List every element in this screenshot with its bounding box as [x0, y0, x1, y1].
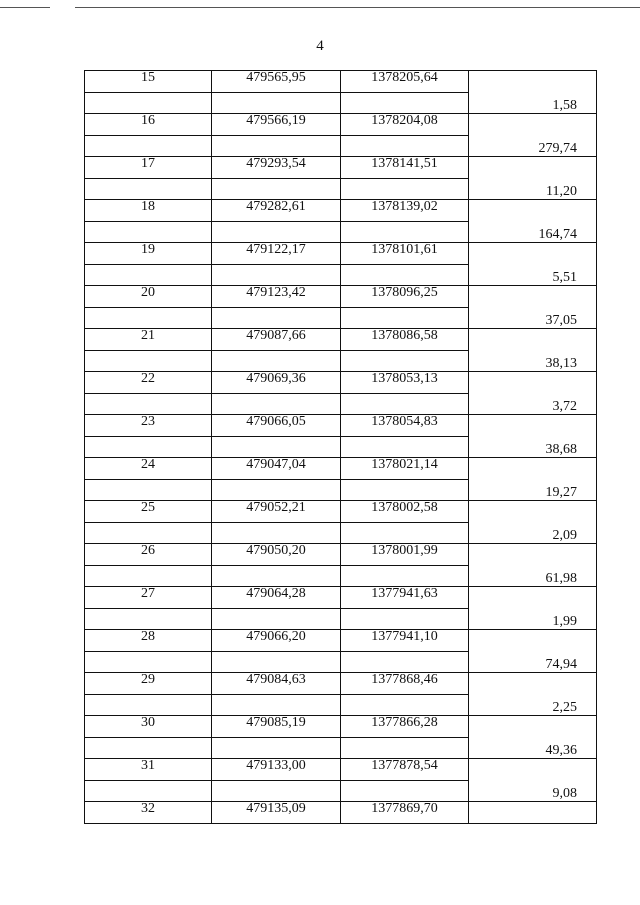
empty-cell [85, 522, 212, 544]
x-coordinate-cell: 479064,28 [212, 587, 341, 609]
point-row [85, 802, 597, 824]
distance-cell-top [469, 200, 597, 222]
point-row [85, 372, 597, 394]
point-row [85, 286, 597, 308]
distance-cell-top [469, 802, 597, 824]
segment-row [85, 565, 597, 587]
scan-edge-line-left [0, 7, 50, 8]
empty-cell [85, 780, 212, 802]
distance-cell-top [469, 673, 597, 695]
y-coordinate-cell: 1378141,51 [341, 157, 469, 179]
empty-cell [212, 264, 341, 286]
x-coordinate-cell: 479066,05 [212, 415, 341, 437]
x-coordinate-cell: 479123,42 [212, 286, 341, 308]
segment-row [85, 651, 597, 673]
x-coordinate-cell: 479050,20 [212, 544, 341, 566]
point-row [85, 673, 597, 695]
point-row [85, 716, 597, 738]
segment-row [85, 522, 597, 544]
empty-cell [212, 221, 341, 243]
segment-distance-cell: 38,13 [469, 350, 597, 372]
segment-distance-cell: 61,98 [469, 565, 597, 587]
empty-cell [341, 436, 469, 458]
empty-cell [212, 436, 341, 458]
y-coordinate-cell: 1378086,58 [341, 329, 469, 351]
empty-cell [341, 264, 469, 286]
point-row [85, 630, 597, 652]
x-coordinate-cell: 479047,04 [212, 458, 341, 480]
empty-cell [341, 780, 469, 802]
x-coordinate-cell: 479066,20 [212, 630, 341, 652]
x-coordinate-cell: 479069,36 [212, 372, 341, 394]
empty-cell [341, 92, 469, 114]
point-row [85, 329, 597, 351]
distance-cell-top [469, 501, 597, 523]
segment-row [85, 479, 597, 501]
segment-distance-cell: 1,58 [469, 92, 597, 114]
y-coordinate-cell: 1377878,54 [341, 759, 469, 781]
segment-distance-cell: 9,08 [469, 780, 597, 802]
empty-cell [85, 651, 212, 673]
point-number-cell: 30 [85, 716, 212, 738]
y-coordinate-cell: 1378096,25 [341, 286, 469, 308]
segment-distance-cell: 2,25 [469, 694, 597, 716]
y-coordinate-cell: 1378054,83 [341, 415, 469, 437]
point-number-cell: 15 [85, 71, 212, 93]
empty-cell [341, 178, 469, 200]
empty-cell [85, 565, 212, 587]
distance-cell-top [469, 458, 597, 480]
point-number-cell: 24 [85, 458, 212, 480]
segment-distance-cell: 3,72 [469, 393, 597, 415]
y-coordinate-cell: 1377941,63 [341, 587, 469, 609]
segment-distance-cell: 2,09 [469, 522, 597, 544]
x-coordinate-cell: 479122,17 [212, 243, 341, 265]
empty-cell [85, 307, 212, 329]
point-row [85, 587, 597, 609]
distance-cell-top [469, 114, 597, 136]
point-row [85, 243, 597, 265]
y-coordinate-cell: 1378002,58 [341, 501, 469, 523]
point-number-cell: 19 [85, 243, 212, 265]
segment-distance-cell: 164,74 [469, 221, 597, 243]
segment-row [85, 780, 597, 802]
distance-cell-top [469, 415, 597, 437]
empty-cell [85, 436, 212, 458]
segment-row [85, 436, 597, 458]
segment-distance-cell: 11,20 [469, 178, 597, 200]
x-coordinate-cell: 479087,66 [212, 329, 341, 351]
empty-cell [212, 608, 341, 630]
x-coordinate-cell: 479133,00 [212, 759, 341, 781]
x-coordinate-cell: 479085,19 [212, 716, 341, 738]
segment-row [85, 737, 597, 759]
page-number: 4 [316, 38, 324, 54]
distance-cell-top [469, 243, 597, 265]
empty-cell [85, 135, 212, 157]
empty-cell [85, 350, 212, 372]
y-coordinate-cell: 1377866,28 [341, 716, 469, 738]
empty-cell [85, 221, 212, 243]
empty-cell [341, 307, 469, 329]
segment-row [85, 694, 597, 716]
y-coordinate-cell: 1378204,08 [341, 114, 469, 136]
distance-cell-top [469, 759, 597, 781]
empty-cell [341, 694, 469, 716]
y-coordinate-cell: 1377868,46 [341, 673, 469, 695]
segment-distance-cell: 19,27 [469, 479, 597, 501]
point-row [85, 114, 597, 136]
point-number-cell: 32 [85, 802, 212, 824]
y-coordinate-cell: 1378001,99 [341, 544, 469, 566]
y-coordinate-cell: 1378139,02 [341, 200, 469, 222]
point-row [85, 200, 597, 222]
boundary-coordinates-table [84, 70, 597, 824]
segment-distance-cell: 38,68 [469, 436, 597, 458]
empty-cell [85, 737, 212, 759]
x-coordinate-cell: 479566,19 [212, 114, 341, 136]
point-number-cell: 31 [85, 759, 212, 781]
empty-cell [212, 307, 341, 329]
segment-row [85, 221, 597, 243]
segment-row [85, 92, 597, 114]
empty-cell [212, 393, 341, 415]
point-number-cell: 18 [85, 200, 212, 222]
x-coordinate-cell: 479293,54 [212, 157, 341, 179]
empty-cell [212, 651, 341, 673]
y-coordinate-cell: 1378205,64 [341, 71, 469, 93]
y-coordinate-cell: 1377941,10 [341, 630, 469, 652]
point-row [85, 759, 597, 781]
x-coordinate-cell: 479052,21 [212, 501, 341, 523]
empty-cell [85, 92, 212, 114]
empty-cell [212, 350, 341, 372]
empty-cell [212, 737, 341, 759]
distance-cell-top [469, 329, 597, 351]
empty-cell [212, 479, 341, 501]
segment-row [85, 135, 597, 157]
distance-cell-top [469, 630, 597, 652]
point-number-cell: 22 [85, 372, 212, 394]
segment-distance-cell: 1,99 [469, 608, 597, 630]
empty-cell [212, 780, 341, 802]
y-coordinate-cell: 1378053,13 [341, 372, 469, 394]
y-coordinate-cell: 1377869,70 [341, 802, 469, 824]
empty-cell [341, 350, 469, 372]
point-number-cell: 26 [85, 544, 212, 566]
distance-cell-top [469, 544, 597, 566]
segment-distance-cell: 49,36 [469, 737, 597, 759]
point-number-cell: 28 [85, 630, 212, 652]
empty-cell [341, 393, 469, 415]
empty-cell [341, 479, 469, 501]
point-row [85, 544, 597, 566]
empty-cell [341, 522, 469, 544]
empty-cell [341, 221, 469, 243]
x-coordinate-cell: 479135,09 [212, 802, 341, 824]
empty-cell [341, 565, 469, 587]
point-number-cell: 16 [85, 114, 212, 136]
empty-cell [85, 393, 212, 415]
empty-cell [212, 522, 341, 544]
segment-row [85, 350, 597, 372]
segment-row [85, 264, 597, 286]
y-coordinate-cell: 1378021,14 [341, 458, 469, 480]
point-number-cell: 25 [85, 501, 212, 523]
distance-cell-top [469, 372, 597, 394]
segment-distance-cell: 5,51 [469, 264, 597, 286]
empty-cell [212, 135, 341, 157]
empty-cell [212, 178, 341, 200]
segment-distance-cell: 279,74 [469, 135, 597, 157]
point-number-cell: 17 [85, 157, 212, 179]
point-row [85, 458, 597, 480]
scan-edge-line-right [75, 7, 640, 8]
x-coordinate-cell: 479565,95 [212, 71, 341, 93]
point-number-cell: 21 [85, 329, 212, 351]
point-row [85, 71, 597, 93]
empty-cell [85, 178, 212, 200]
x-coordinate-cell: 479282,61 [212, 200, 341, 222]
empty-cell [212, 92, 341, 114]
distance-cell-top [469, 71, 597, 93]
point-number-cell: 20 [85, 286, 212, 308]
x-coordinate-cell: 479084,63 [212, 673, 341, 695]
y-coordinate-cell: 1378101,61 [341, 243, 469, 265]
point-row [85, 415, 597, 437]
empty-cell [341, 135, 469, 157]
segment-distance-cell: 37,05 [469, 307, 597, 329]
distance-cell-top [469, 716, 597, 738]
empty-cell [85, 608, 212, 630]
table-body [85, 71, 597, 824]
empty-cell [85, 694, 212, 716]
point-number-cell: 23 [85, 415, 212, 437]
empty-cell [341, 608, 469, 630]
distance-cell-top [469, 157, 597, 179]
empty-cell [212, 694, 341, 716]
empty-cell [85, 264, 212, 286]
point-number-cell: 27 [85, 587, 212, 609]
distance-cell-top [469, 587, 597, 609]
point-row [85, 157, 597, 179]
empty-cell [341, 737, 469, 759]
segment-row [85, 393, 597, 415]
segment-row [85, 178, 597, 200]
segment-row [85, 307, 597, 329]
empty-cell [341, 651, 469, 673]
segment-row [85, 608, 597, 630]
empty-cell [85, 479, 212, 501]
empty-cell [212, 565, 341, 587]
distance-cell-top [469, 286, 597, 308]
point-number-cell: 29 [85, 673, 212, 695]
point-row [85, 501, 597, 523]
segment-distance-cell: 74,94 [469, 651, 597, 673]
